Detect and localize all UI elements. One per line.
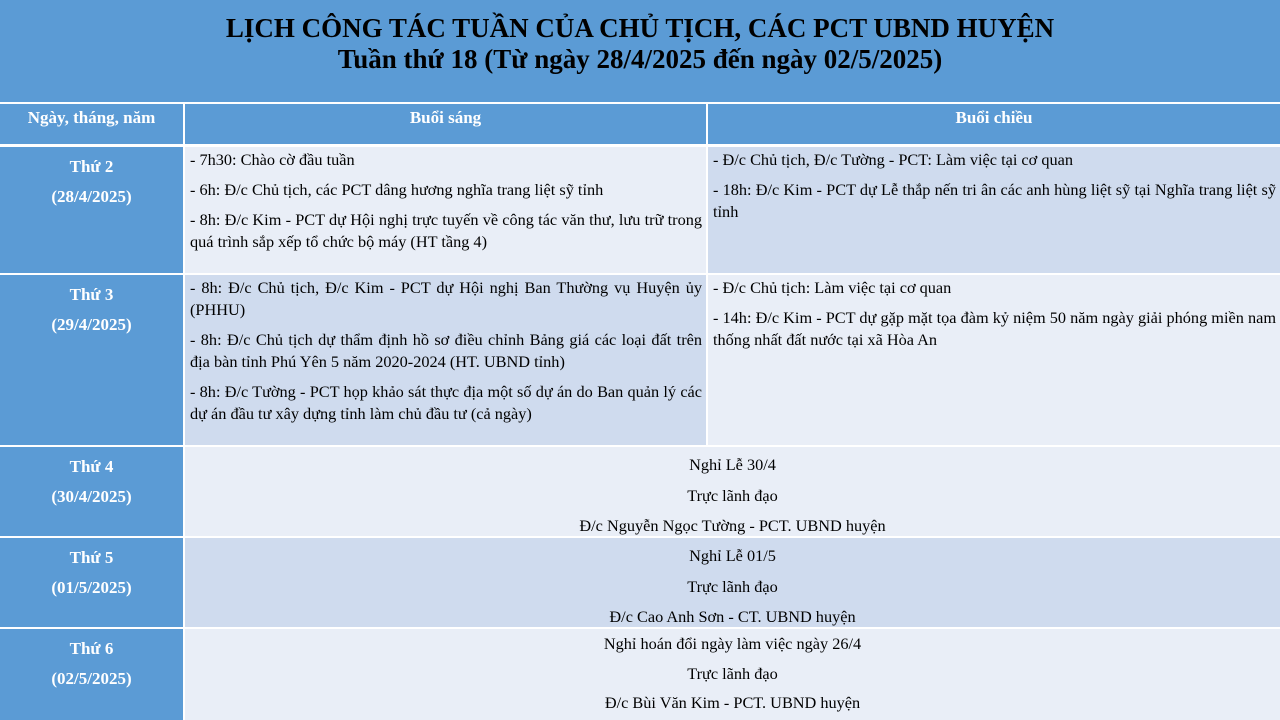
col-header-date: Ngày, tháng, năm bbox=[0, 104, 183, 144]
table-row-thursday bbox=[0, 538, 1280, 627]
activity-item: - 8h: Đ/c Tường - PCT họp khảo sát thực địa một số dự án do Ban quản lý các dự án đầu tư xây dựng tỉnh làm chủ đầu tư (cả ngày) bbox=[190, 382, 702, 423]
duty-person: Đ/c Bùi Văn Kim - PCT. UBND huyện bbox=[604, 693, 861, 712]
col-header-afternoon: Buổi chiều bbox=[708, 104, 1280, 144]
holiday-cell bbox=[185, 629, 1280, 720]
activity-item: - Đ/c Chủ tịch: Làm việc tại cơ quan bbox=[713, 278, 952, 297]
day-date: (29/4/2025) bbox=[51, 315, 132, 334]
holiday-note: Nghỉ Lễ 01/5 bbox=[689, 546, 776, 565]
day-cell bbox=[0, 629, 183, 720]
day-date: (28/4/2025) bbox=[51, 187, 132, 206]
day-label: Thứ 6 bbox=[69, 639, 114, 658]
day-cell bbox=[0, 447, 183, 536]
activity-item: - 6h: Đ/c Chủ tịch, các PCT dâng hương nghĩa trang liệt sỹ tỉnh bbox=[190, 180, 604, 199]
col-header-morning: Buổi sáng bbox=[185, 104, 706, 144]
day-label: Thứ 2 bbox=[69, 157, 114, 176]
day-date: (01/5/2025) bbox=[51, 578, 132, 597]
activity-item: - 14h: Đ/c Kim - PCT dự gặp mặt tọa đàm kỷ niệm 50 năm ngày giải phóng miền nam thống nhất đất nước tại xã Hòa An bbox=[713, 308, 1276, 349]
table-row-tuesday bbox=[0, 275, 1280, 445]
day-cell bbox=[0, 275, 183, 445]
holiday-note: Nghỉ hoán đổi ngày làm việc ngày 26/4 bbox=[603, 634, 862, 653]
activity-item: - 18h: Đ/c Kim - PCT dự Lễ thắp nến tri ân các anh hùng liệt sỹ tại Nghĩa trang liệt sỹ tỉnh bbox=[713, 180, 1276, 221]
activity-item: - 8h: Đ/c Chủ tịch dự thẩm định hồ sơ điều chỉnh Bảng giá các loại đất trên địa bàn tỉnh Phú Yên 5 năm 2020-2024 (HT. UBND tỉnh) bbox=[190, 330, 702, 371]
duty-label: Trực lãnh đạo bbox=[687, 485, 778, 505]
day-date: (02/5/2025) bbox=[51, 669, 132, 688]
activity-item: - 8h: Đ/c Chủ tịch, Đ/c Kim - PCT dự Hội nghị Ban Thường vụ Huyện ủy (PHHU) bbox=[190, 278, 702, 319]
schedule-title bbox=[0, 0, 1280, 102]
day-label: Thứ 5 bbox=[69, 548, 114, 567]
day-cell bbox=[0, 147, 183, 273]
activity-item: - 8h: Đ/c Kim - PCT dự Hội nghị trực tuyến về công tác văn thư, lưu trữ trong quá trình sắp xếp tổ chức bộ máy (HT tầng 4) bbox=[190, 210, 702, 251]
day-label: Thứ 3 bbox=[69, 285, 114, 304]
table-row-wednesday bbox=[0, 447, 1280, 536]
afternoon-activities bbox=[708, 147, 1280, 273]
duty-person: Đ/c Cao Anh Sơn - CT. UBND huyện bbox=[609, 607, 856, 626]
holiday-note: Nghỉ Lễ 30/4 bbox=[689, 455, 776, 474]
table-header-row bbox=[0, 104, 1280, 144]
morning-activities bbox=[185, 147, 706, 273]
table-row-monday bbox=[0, 147, 1280, 273]
holiday-cell bbox=[185, 538, 1280, 627]
title-line-1: LỊCH CÔNG TÁC TUẦN CỦA CHỦ TỊCH, CÁC PCT UBND HUYỆN bbox=[225, 13, 1055, 43]
duty-person: Đ/c Nguyễn Ngọc Tường - PCT. UBND huyện bbox=[579, 516, 886, 535]
afternoon-activities bbox=[708, 275, 1280, 445]
day-label: Thứ 4 bbox=[69, 457, 114, 476]
morning-activities bbox=[185, 275, 706, 445]
duty-label: Trực lãnh đạo bbox=[687, 663, 778, 683]
duty-label: Trực lãnh đạo bbox=[687, 576, 778, 596]
activity-item: - Đ/c Chủ tịch, Đ/c Tường - PCT: Làm việc tại cơ quan bbox=[713, 150, 1073, 169]
holiday-cell bbox=[185, 447, 1280, 536]
title-line-2: Tuần thứ 18 (Từ ngày 28/4/2025 đến ngày 02/5/2025) bbox=[337, 44, 943, 74]
day-cell bbox=[0, 538, 183, 627]
activity-item: - 7h30: Chào cờ đầu tuần bbox=[190, 150, 355, 169]
day-date: (30/4/2025) bbox=[51, 487, 132, 506]
table-row-friday bbox=[0, 629, 1280, 720]
